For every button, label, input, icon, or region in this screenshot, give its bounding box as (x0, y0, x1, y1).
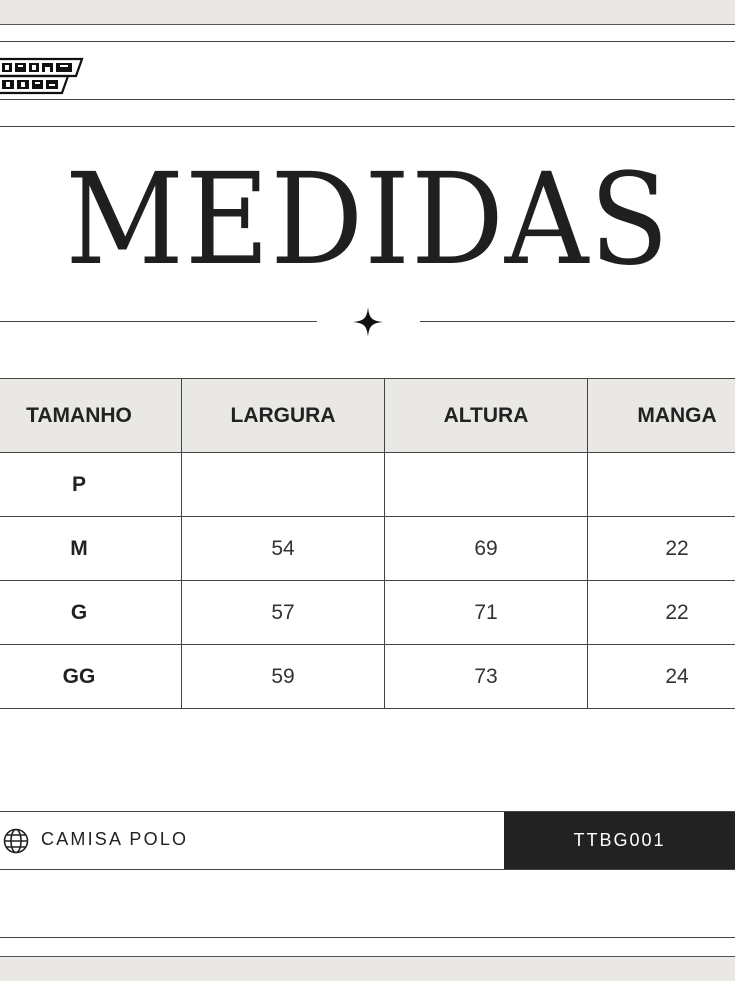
column-header-tamanho: TAMANHO (0, 379, 182, 453)
size-cell: GG (0, 645, 182, 709)
brand-logo (0, 55, 84, 97)
section-rule (0, 126, 735, 127)
product-name: CAMISA POLO (41, 829, 188, 850)
largura-cell: 57 (182, 581, 385, 645)
manga-cell: 24 (588, 645, 735, 709)
altura-cell (385, 453, 588, 517)
header-rule-top (0, 41, 735, 42)
size-cell: P (0, 453, 182, 517)
top-band (0, 0, 735, 25)
size-table (0, 378, 735, 709)
page-title: MEDIDAS (29, 150, 705, 290)
table-row (0, 517, 735, 581)
size-cell: M (0, 517, 182, 581)
table-row (0, 645, 735, 709)
largura-cell: 59 (182, 645, 385, 709)
altura-cell: 71 (385, 581, 588, 645)
manga-cell: 22 (588, 581, 735, 645)
manga-cell: 22 (588, 517, 735, 581)
bottom-rule (0, 937, 735, 938)
altura-cell: 69 (385, 517, 588, 581)
divider-line-right (420, 321, 735, 322)
manga-cell (588, 453, 735, 517)
table-row (0, 453, 735, 517)
largura-cell (182, 453, 385, 517)
altura-cell: 73 (385, 645, 588, 709)
globe-icon (3, 828, 29, 854)
column-header-largura: LARGURA (182, 379, 385, 453)
product-footer (0, 811, 735, 870)
sparkle-icon (349, 303, 387, 341)
largura-cell: 54 (182, 517, 385, 581)
size-cell: G (0, 581, 182, 645)
table-row (0, 581, 735, 645)
bottom-band (0, 956, 735, 981)
column-header-altura: ALTURA (385, 379, 588, 453)
divider-line-left (0, 321, 317, 322)
column-header-manga: MANGA (588, 379, 735, 453)
product-code: TTBG001 (504, 812, 735, 869)
table-header-row (0, 379, 735, 453)
header-rule-bottom (0, 99, 735, 100)
